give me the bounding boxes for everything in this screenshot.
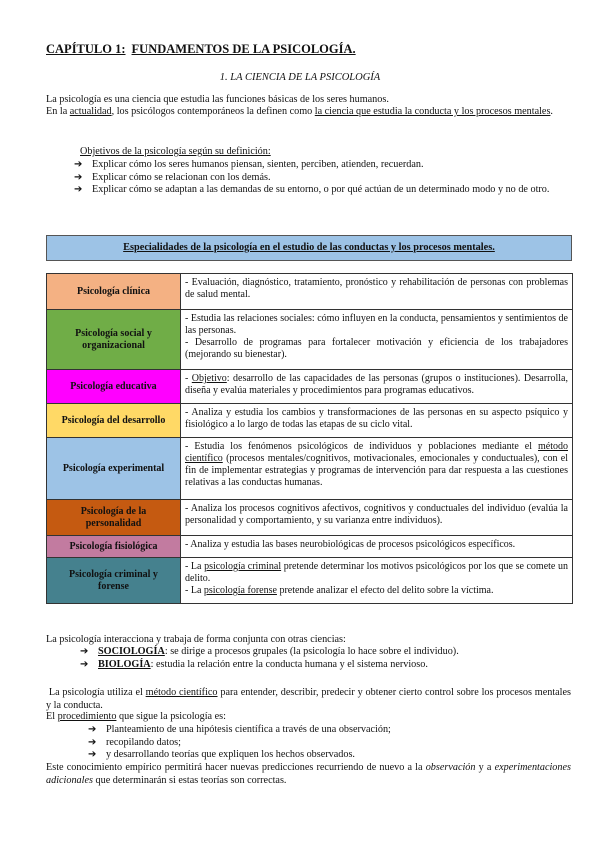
intro-text: En la [46,106,70,117]
desc-text: - Analiza y estudia las bases neurobiológicas de procesos psicológicos específicos. [185,539,516,550]
science-text: : estudia la relación entre la conducta humana y el sistema nervioso. [150,658,428,670]
objectives-title [80,146,271,159]
arrow-icon: ➔ [74,184,83,195]
desc-underline: psicología criminal [204,561,282,572]
specialty-name: Psicología educativa [47,370,181,404]
table-row [47,274,573,310]
list-item [88,737,578,750]
list-item-text: Explicar cómo los seres humanos piensan, sienten, perciben, atienden, recuerdan. [92,159,424,170]
intro-underline-actualidad: actualidad [69,106,112,117]
objectives-list [74,159,564,197]
table-row [47,438,573,500]
intro-text: , los psicólogos contemporáneos la definen como [111,106,315,117]
chapter-title: FUNDAMENTOS DE LA PSICOLOGÍA. [131,42,356,56]
method-steps [88,724,578,762]
specialty-desc [181,500,573,536]
science-label: SOCIOLOGÍA [98,646,165,657]
intro-text: . [550,106,553,117]
method-paragraph-2 [46,711,571,724]
specialty-desc [181,370,573,404]
specialty-name: Psicología criminal y forense [47,558,181,604]
specialty-name: Psicología del desarrollo [47,404,181,438]
method-underline: procedimiento [57,711,117,722]
desc-text: pretende determinar los motivos psicológicos por los que se comete un delito. [185,561,568,584]
chapter-number: CAPÍTULO 1: [46,42,126,56]
table-row [47,310,573,370]
arrow-icon: ➔ [88,724,97,735]
objectives-title-text: Objetivos de la psicología según su definición: [80,146,271,157]
arrow-icon: ➔ [74,171,83,183]
step-text: recopilando datos; [106,736,181,748]
science-text: : se dirige a procesos grupales (la psicología lo hace sobre el individuo). [164,646,459,657]
method-paragraph-1 [46,687,571,712]
desc-text: - La [185,585,204,596]
list-item [74,159,564,172]
science-label: BIOLOGÍA [98,658,151,670]
arrow-icon: ➔ [80,658,89,670]
specialties-banner: Especialidades de la psicología en el estudio de las conductas y los procesos mentales. [46,235,572,261]
section-title: 1. LA CIENCIA DE LA PSICOLOGÍA [219,72,381,83]
table-row [47,370,573,404]
list-item [74,172,564,185]
list-item [88,749,578,762]
specialty-desc [181,536,573,558]
desc-text: pretende analizar el efecto del delito sobre la víctima. [276,585,494,596]
method-text: y a [475,762,495,773]
desc-underline: psicología forense [203,585,277,596]
desc-text: - Evaluación, diagnóstico, tratamiento, pronóstico y rehabilitación de personas con problemas de salud mental. [185,277,568,300]
step-text: Planteamiento de una hipótesis científica a través de una observación; [106,724,391,735]
table-row [47,500,573,536]
desc-text: : desarrollo de las capacidades de las personas (grupos o instituciones). Desarrolla, diseña y evalúa materiales y procedimientos para programas educativos. [185,373,568,396]
desc-text: - Desarrollo de programas para fortalecer motivación y eficiencia de los trabajadores (mejorando su bienestar). [185,337,568,360]
intro-line-2 [46,106,566,119]
desc-underline: método científico [185,441,568,464]
list-item-text: Explicar cómo se relacionan con los demás. [92,171,271,183]
desc-text: - Estudia los fenómenos psicológicos de individuos y poblaciones mediante el [185,441,538,452]
specialty-desc [181,438,573,500]
table-row [47,558,573,604]
specialty-desc [181,558,573,604]
desc-text: - Estudia las relaciones sociales: cómo influyen en la conducta, pensamientos y sentimientos de las personas. [185,313,568,336]
method-italic: observación [425,762,476,773]
method-text: La psicología utiliza el [48,687,146,698]
method-text: El [46,711,58,722]
specialty-name: Psicología fisiológica [47,536,181,558]
method-italic: experimentaciones adicionales [46,762,571,786]
list-item-text: Explicar cómo se adaptan a las demandas de su entorno, o por qué actúan de un determinado modo y no de otro. [92,184,550,195]
specialty-name: Psicología social y organizacional [47,310,181,370]
list-item [80,659,570,672]
specialty-name: Psicología de la personalidad [47,500,181,536]
desc-text: - Analiza y estudia los cambios y transformaciones de las personas en su aspecto psíquico y fisiológico a lo largo de todas las etapas de su ciclo vital. [185,407,568,430]
method-paragraph-3 [46,762,571,787]
method-text: que determinarán si estas teorías son correctas. [92,774,287,786]
desc-underline: Objetivo [191,373,227,384]
list-item [74,184,564,197]
arrow-icon: ➔ [88,749,97,760]
specialties-table [46,273,573,604]
arrow-icon: ➔ [80,646,89,657]
method-text: para entender, describir, predecir y obtener cierto control sobre los procesos mentales y la conducta. [46,687,571,711]
method-text: que sigue la psicología es: [116,711,226,722]
desc-text: (procesos mentales/cognitivos, motivacionales, emocionales y conductuales), con el fin de implementar estrategias y programas de intervención para dar respuesta a las cuestiones relativas a las conductas humanas. [185,453,568,488]
table-row [47,404,573,438]
method-text: Este conocimiento empírico permitirá hacer nuevas predicciones recurriendo de nuevo a la [46,762,426,773]
table-row [47,536,573,558]
desc-line [185,561,568,585]
specialty-desc [181,310,573,370]
desc-text: - Analiza los procesos cognitivos afectivos, cognitivos y conductuales del individuo (evalúa la personalidad y comportamiento, y su varianza entre individuos). [185,503,568,526]
desc-line [185,585,568,597]
arrow-icon: ➔ [88,736,97,748]
desc-text: - [185,373,192,384]
sciences-list [80,646,570,671]
sciences-intro: La psicología interacciona y trabaja de forma conjunta con otras ciencias: [46,634,346,645]
arrow-icon: ➔ [74,159,83,170]
chapter-heading [46,43,356,56]
step-text: y desarrollando teorías que expliquen los hechos observados. [106,749,355,760]
method-underline: método científico [145,687,218,698]
list-item [88,724,578,737]
desc-text: - La [185,561,205,572]
specialty-desc [181,274,573,310]
specialty-desc [181,404,573,438]
intro-underline-definition: la ciencia que estudia la conducta y los procesos mentales [314,106,551,117]
intro-line-1: La psicología es una ciencia que estudia las funciones básicas de los seres humanos. [46,94,389,105]
specialty-name: Psicología clínica [47,274,181,310]
list-item [80,646,570,659]
specialty-name: Psicología experimental [47,438,181,500]
